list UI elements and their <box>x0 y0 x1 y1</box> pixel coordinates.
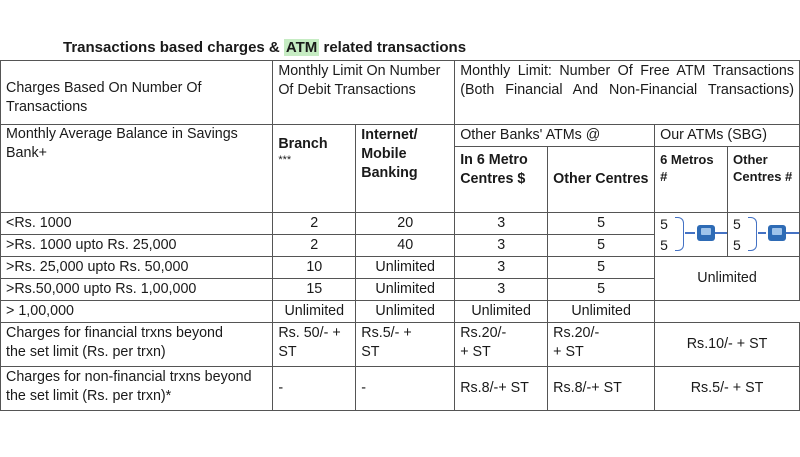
charges-financial-internet: Rs.5/- + ST <box>356 323 455 367</box>
our-metro-value: 5 <box>660 237 668 253</box>
our-atms-header: Our ATMs (SBG) <box>655 125 800 147</box>
internet-mobile-header: Internet/ Mobile Banking <box>356 125 455 213</box>
charges-nonfinancial-branch: - <box>273 367 356 411</box>
table-row <box>1 323 800 367</box>
our-metro-value: 5 <box>660 216 668 232</box>
charges-nonfinancial-label: Charges for non-financial trxns beyond the set limit (Rs. per trxn)* <box>1 367 273 411</box>
other-centres-cell: 5 <box>548 213 655 235</box>
branch-cell: 15 <box>273 279 356 301</box>
in6-metro-header: In 6 Metro Centres $ <box>455 147 548 213</box>
balance-cell: >Rs. 1000 upto Rs. 25,000 <box>1 235 273 257</box>
brace-connector <box>758 232 766 234</box>
table-row <box>1 213 800 235</box>
table-row <box>1 301 800 323</box>
atm-icon <box>768 225 786 241</box>
internet-cell: 40 <box>356 235 455 257</box>
balance-cell: <Rs. 1000 <box>1 213 273 235</box>
charges-nonfinancial-internet: - <box>356 367 455 411</box>
page-title <box>63 39 466 56</box>
branch-cell: 2 <box>273 235 356 257</box>
internet-cell: Unlimited <box>356 279 455 301</box>
six-metros-header: 6 Metros # <box>655 147 728 213</box>
title-highlight: ATM <box>285 39 318 56</box>
other-centres-cell: Unlimited <box>548 301 655 323</box>
charges-nonfinancial-other: Rs.8/-+ ST <box>548 367 655 411</box>
branch-cell: 2 <box>273 213 356 235</box>
charges-nonfinancial-metro6: Rs.8/-+ ST <box>455 367 548 411</box>
brace-connector <box>786 232 799 234</box>
our-atms-unlimited-cell: Unlimited <box>655 257 800 301</box>
branch-cell: 10 <box>273 257 356 279</box>
charges-financial-metro6: Rs.20/- + ST <box>455 323 548 367</box>
table-row <box>1 367 800 411</box>
our-metro-cells <box>655 213 728 257</box>
charges-financial-our: Rs.10/- + ST <box>655 323 800 367</box>
our-other-centres-header: Other Centres # <box>728 147 800 213</box>
charges-nonfinancial-our: Rs.5/- + ST <box>655 367 800 411</box>
other-centres-cell: 5 <box>548 279 655 301</box>
balance-cell: > 1,00,000 <box>1 301 273 323</box>
atm-icon <box>697 225 715 241</box>
metro6-cell: 3 <box>455 279 548 301</box>
charges-financial-label: Charges for financial trxns beyond the set limit (Rs. per trxn) <box>1 323 273 367</box>
other-banks-atms-header: Other Banks' ATMs @ <box>455 125 655 147</box>
brace-mark <box>675 217 684 251</box>
balance-cell: >Rs. 25,000 upto Rs. 50,000 <box>1 257 273 279</box>
metro6-cell: 3 <box>455 213 548 235</box>
other-centres-cell: 5 <box>548 257 655 279</box>
charges-based-header: Charges Based On Number Of Transactions <box>1 61 273 125</box>
other-centres-cell: 5 <box>548 235 655 257</box>
balance-cell: >Rs.50,000 upto Rs. 1,00,000 <box>1 279 273 301</box>
title-part1: Transactions based charges & <box>63 39 284 56</box>
internet-cell: Unlimited <box>356 301 455 323</box>
table-row <box>1 257 800 279</box>
charges-table <box>0 60 800 411</box>
metro6-cell: Unlimited <box>455 301 548 323</box>
brace-connector <box>715 232 727 234</box>
branch-cell: Unlimited <box>273 301 356 323</box>
branch-note: *** <box>278 154 292 166</box>
metro6-cell: 3 <box>455 235 548 257</box>
our-other-cells <box>728 213 800 257</box>
title-part2: related transactions <box>319 39 467 56</box>
balance-header: Monthly Average Balance in Savings Bank+ <box>1 125 273 213</box>
monthly-limit-free-atm-header: Monthly Limit: Number Of Free ATM Transactions (Both Financial And Non-Financial Transactions) <box>455 61 800 125</box>
internet-cell: Unlimited <box>356 257 455 279</box>
internet-cell: 20 <box>356 213 455 235</box>
brace-mark <box>748 217 757 251</box>
our-other-value: 5 <box>733 237 741 253</box>
brace-connector <box>685 232 695 234</box>
charges-financial-other: Rs.20/- + ST <box>548 323 655 367</box>
monthly-limit-debit-header: Monthly Limit On Number Of Debit Transactions <box>273 61 455 125</box>
branch-label: Branch <box>278 136 328 152</box>
charges-financial-branch: Rs. 50/- + ST <box>273 323 356 367</box>
metro6-cell: 3 <box>455 257 548 279</box>
other-centres-header: Other Centres <box>548 147 655 213</box>
our-other-value: 5 <box>733 216 741 232</box>
branch-header <box>273 125 356 213</box>
